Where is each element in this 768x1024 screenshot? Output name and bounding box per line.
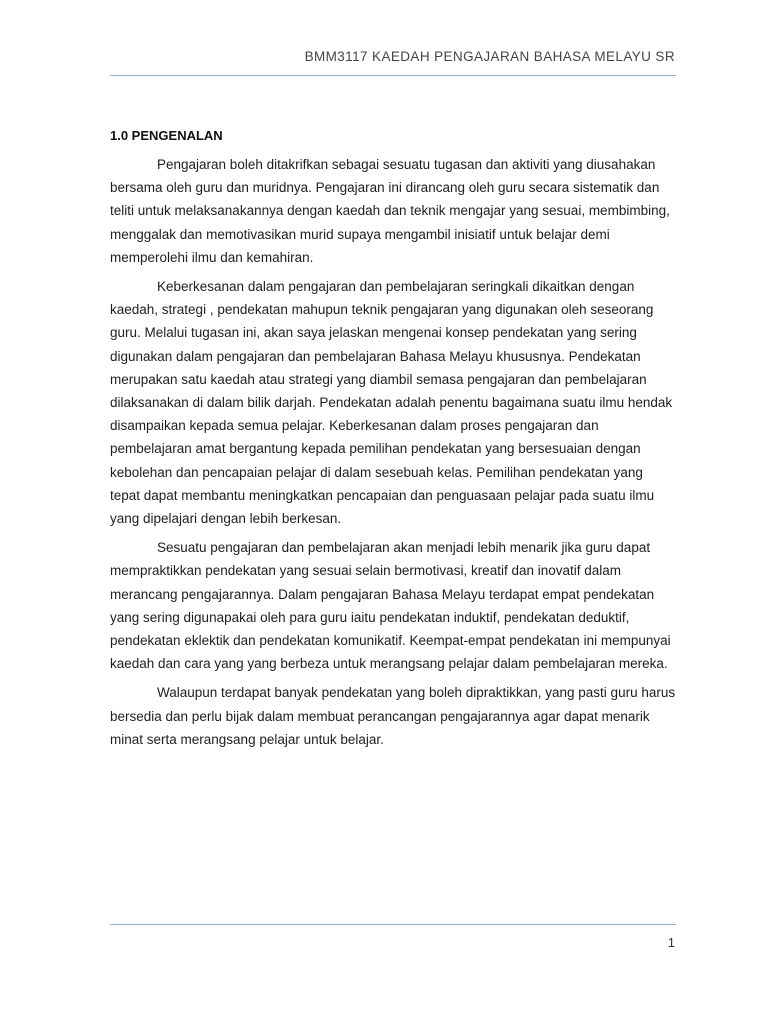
footer-divider (110, 924, 676, 925)
header-divider (110, 75, 676, 76)
paragraph-4: Walaupun terdapat banyak pendekatan yang boleh dipraktikkan, yang pasti guru harus bersedia dan perlu bijak dalam membuat perancangan pengajarannya agar dapat menarik minat serta merangsang pelajar untuk belajar. (110, 685, 676, 747)
paragraph-1: Pengajaran boleh ditakrifkan sebagai sesuatu tugasan dan aktiviti yang diusahakan bersama oleh guru dan muridnya. Pengajaran ini dirancang oleh guru secara sistematik dan teliti untuk melaksanakannya dengan kaedah dan teknik mengajar yang sesuai, membimbing, menggalak dan memotivasikan murid supaya mengambil inisiatif untuk belajar demi memperolehi ilmu dan kemahiran. (110, 157, 670, 265)
section-heading: 1.0 PENGENALAN (110, 128, 223, 143)
running-header: BMM3117 KAEDAH PENGAJARAN BAHASA MELAYU SR (304, 49, 675, 64)
page-number: 1 (667, 935, 675, 950)
paragraph-2: Keberkesanan dalam pengajaran dan pembelajaran seringkali dikaitkan dengan kaedah, strategi , pendekatan mahupun teknik pengajaran yang digunakan oleh seseorang guru. Melalui tugasan ini, akan saya jelaskan mengenai konsep pendekatan yang sering digunakan dalam pengajaran dan pembelajaran Bahasa Melayu khususnya. Pendekatan merupakan satu kaedah atau strategi yang diambil semasa pengajaran dan pembelajaran dilaksanakan di dalam bilik darjah. Pendekatan adalah penentu bagaimana suatu ilmu hendak disampaikan kepada semua pelajar. Keberkesanan dalam proses pengajaran dan pembelajaran amat bergantung kepada pemilihan pendekatan yang bersesuaian dengan kebolehan dan pencapaian pelajar di dalam sesebuah kelas. Pemilihan pendekatan yang tepat dapat membantu meningkatkan pencapaian dan penguasaan pelajar pada suatu ilmu yang dipelajari dengan lebih berkesan. (110, 279, 673, 527)
document-body (110, 128, 676, 757)
paragraph-3: Sesuatu pengajaran dan pembelajaran akan menjadi lebih menarik jika guru dapat mempraktikkan pendekatan yang sesuai selain bermotivasi, kreatif dan inovatif dalam merancang pengajarannya. Dalam pengajaran Bahasa Melayu terdapat empat pendekatan yang sering digunapakai oleh para guru iaitu pendekatan induktif, pendekatan deduktif, pendekatan eklektik dan pendekatan komunikatif. Keempat-empat pendekatan ini mempunyai kaedah dan cara yang yang berbeza untuk merangsang pelajar dalam pembelajaran mereka. (110, 540, 671, 672)
